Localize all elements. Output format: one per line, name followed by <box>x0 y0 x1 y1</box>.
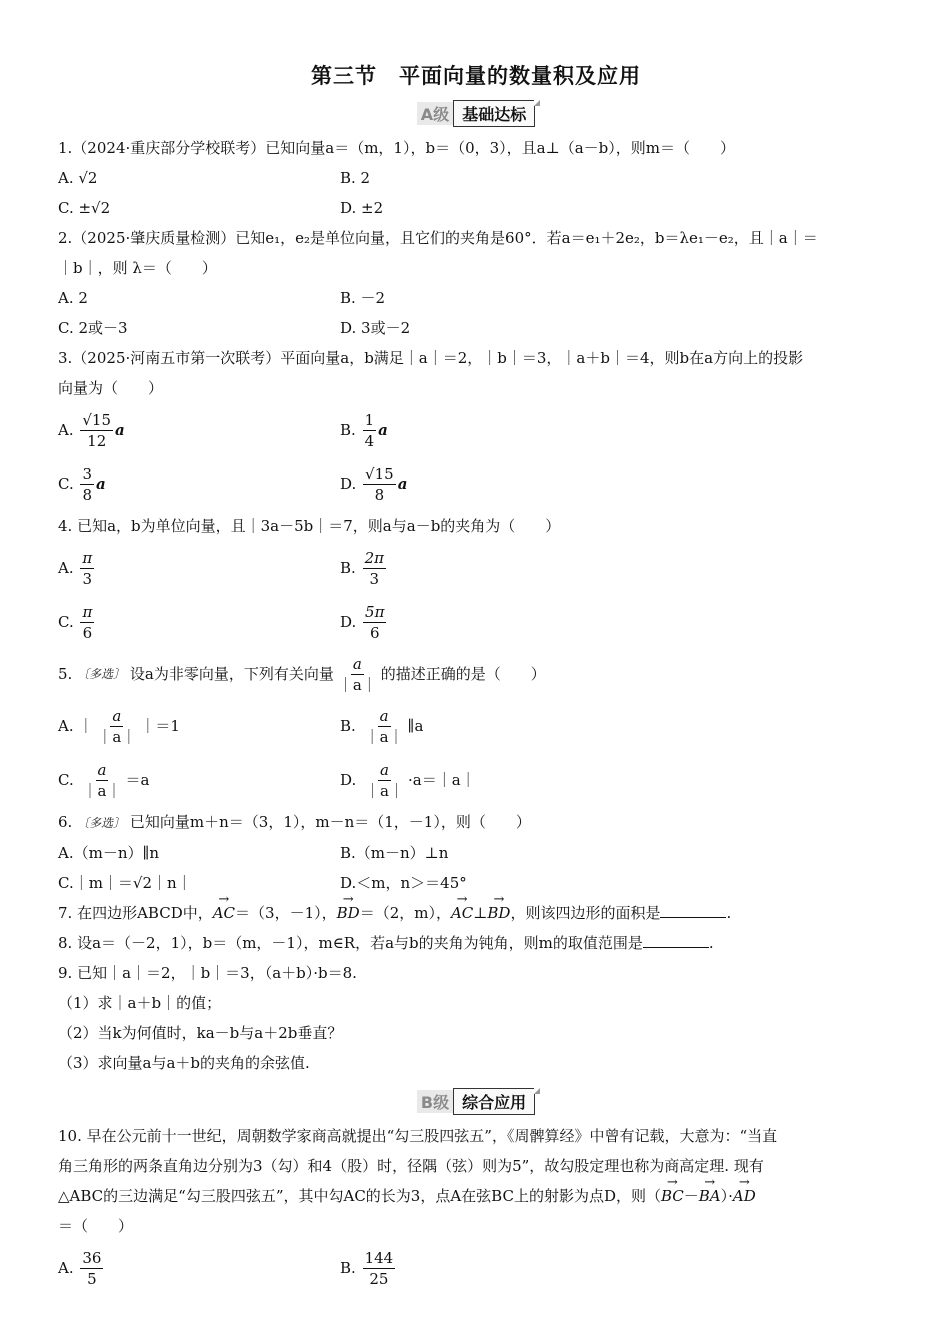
option-a[interactable]: A.（m－n）∥n <box>58 844 160 862</box>
question-9-part-3: （3）求向量a与a＋b的夹角的余弦值. <box>58 1054 310 1072</box>
question-6: 6. 〔多选〕 已知向量m＋n＝（3，1），m－n＝（1，－1），则（ ） <box>58 813 531 831</box>
option-b[interactable]: B. $\frac{144}{25}$ <box>340 1248 394 1288</box>
question-3-line2: 向量为（ ） <box>58 379 164 397</box>
option-c[interactable]: C. $\frac{a}{|a|}$ ＝a <box>58 760 150 800</box>
fraction: $\frac{\pi}{3}$ <box>82 548 93 588</box>
option-c[interactable]: C. $\frac{3}{8}$ a <box>58 464 106 504</box>
level-a-tag: A级 <box>417 102 453 125</box>
option-d[interactable]: D. $\frac{5\pi}{6}$ <box>340 602 385 642</box>
question-10-line2: 角三角形的两条直角边分别为3（勾）和4（股）时，径隅（弦）则为5”，故勾股定理也称为商高定理. 现有 <box>58 1157 764 1175</box>
question-2-options <box>58 283 894 343</box>
fraction: $\frac{√15}{12}$ <box>82 410 112 450</box>
fraction: $\frac{\pi}{6}$ <box>82 602 93 642</box>
question-6-options <box>58 838 894 898</box>
vector-bc: → BC <box>661 1181 684 1211</box>
option-d[interactable]: D. $\frac{a}{|a|}$ ·a＝｜a｜ <box>340 760 476 800</box>
question-4: 4. 已知a，b为单位向量，且｜3a－5b｜＝7，则a与a－b的夹角为（ ） <box>58 517 561 535</box>
level-a-header <box>58 100 894 127</box>
question-8: 8. 设a＝（－2，1），b＝（m，－1），m∈R，若a与b的夹角为钝角，则m的取值范围是 . <box>58 934 714 952</box>
question-9: 9. 已知｜a｜＝2，｜b｜＝3，（a＋b）·b＝8. <box>58 964 357 982</box>
fraction: $\frac{a}{|a|}$ <box>364 706 404 746</box>
fraction: $\frac{a}{|a|}$ <box>337 654 377 694</box>
fraction: $\frac{a}{|a|}$ <box>365 760 404 800</box>
option-a[interactable]: A. √2 <box>58 169 98 187</box>
question-9-part-1: （1）求｜a＋b｜的值； <box>58 994 222 1012</box>
option-a[interactable]: A. ｜ $\frac{a}{|a|}$ ｜＝1 <box>58 706 180 746</box>
option-d[interactable]: D. $\frac{√15}{8}$ a <box>340 464 408 504</box>
question-10-options <box>58 1241 894 1295</box>
question-5: 5. 〔多选〕 设a为非零向量，下列有关向量 $\frac{a}{|a|}$ 的描述正确的是（ ） <box>58 654 546 694</box>
question-10-line1: 10. 早在公元前十一世纪，周朝数学家商高就提出“勾三股四弦五”，《周髀算经》中曾有记载，大意为：“当直 <box>58 1127 778 1145</box>
multi-select-tag: 〔多选〕 <box>77 816 126 830</box>
option-a[interactable]: A. 2 <box>58 289 88 307</box>
option-a[interactable]: A. $\frac{\pi}{3}$ <box>58 548 93 588</box>
option-a[interactable]: A. $\frac{36}{5}$ <box>58 1248 102 1288</box>
option-b[interactable]: B. －2 <box>340 289 386 307</box>
option-d[interactable]: D. ±2 <box>340 199 384 217</box>
page-title: 第三节 平面向量的数量积及应用 <box>311 64 641 88</box>
question-10-line4: ＝（ ） <box>58 1217 134 1235</box>
question-10-line3: △ABC的三边满足“勾三股四弦五”，其中勾AC的长为3，点A在弦BC上的射影为点D，则（→ BC－→ BA）·→ AD <box>58 1181 894 1211</box>
question-4-options <box>58 541 894 649</box>
fraction: $\frac{2\pi}{3}$ <box>364 548 384 588</box>
vector-bd: → BD <box>337 898 360 928</box>
level-b-name: 综合应用 <box>453 1088 535 1115</box>
question-2-line2: ｜b｜，则 λ＝（ ） <box>58 259 217 277</box>
vector-ad: → AD <box>733 1181 756 1211</box>
fraction: $\frac{√15}{8}$ <box>365 464 394 504</box>
level-b-badge <box>417 1088 535 1115</box>
option-d[interactable]: D.＜m，n＞＝45° <box>340 874 467 892</box>
option-c[interactable]: C. 2或－3 <box>58 319 128 337</box>
question-1: 1.（2024·重庆部分学校联考）已知向量a＝（m，1），b＝（0，3），且a⊥（a－b），则m＝（ ） <box>58 139 735 157</box>
option-b[interactable]: B. $\frac{1}{4}$ a <box>340 410 388 450</box>
option-c[interactable]: C.｜m｜＝√2｜n｜ <box>58 874 192 892</box>
option-d[interactable]: D. 3或－2 <box>340 319 411 337</box>
option-b[interactable]: B. 2 <box>340 169 371 187</box>
fraction: $\frac{1}{4}$ <box>364 410 375 450</box>
level-a-badge <box>417 100 535 127</box>
question-3-line1: 3.（2025·河南五市第一次联考）平面向量a，b满足｜a｜＝2，｜b｜＝3，｜a＋b｜＝4，则b在a方向上的投影 <box>58 349 804 367</box>
question-2-line1: 2.（2025·肇庆质量检测）已知e₁，e₂是单位向量，且它们的夹角是60°．若a＝e₁＋2e₂，b＝λe₁－e₂，且｜a｜＝ <box>58 229 818 247</box>
option-a[interactable]: A. $\frac{√15}{12}$ a <box>58 410 125 450</box>
worksheet-page <box>58 60 894 1295</box>
vector-ac: → AC <box>451 898 473 928</box>
fraction: $\frac{36}{5}$ <box>82 1248 102 1288</box>
vector-ac: → AC <box>213 898 235 928</box>
answer-blank[interactable] <box>660 903 726 918</box>
question-1-options <box>58 163 894 223</box>
fraction: $\frac{3}{8}$ <box>82 464 93 504</box>
option-b[interactable]: B.（m－n）⊥n <box>340 844 449 862</box>
option-c[interactable]: C. ±√2 <box>58 199 111 217</box>
level-b-header <box>58 1088 894 1115</box>
fraction: $\frac{a}{|a|}$ <box>97 706 137 746</box>
multi-select-tag: 〔多选〕 <box>77 667 126 681</box>
level-a-name: 基础达标 <box>453 100 535 127</box>
answer-blank[interactable] <box>643 933 709 948</box>
question-5-options <box>58 699 894 807</box>
option-b[interactable]: B. $\frac{a}{|a|}$ ∥a <box>340 706 424 746</box>
fraction: $\frac{a}{|a|}$ <box>82 760 122 800</box>
question-3-options <box>58 403 894 511</box>
option-b[interactable]: B. $\frac{2\pi}{3}$ <box>340 548 384 588</box>
question-9-part-2: （2）当k为何值时，ka－b与a＋2b垂直？ <box>58 1024 343 1042</box>
vector-ba: → BA <box>699 1181 721 1211</box>
option-c[interactable]: C. $\frac{\pi}{6}$ <box>58 602 93 642</box>
question-7: 7. 在四边形ABCD中，→ AC＝（3，－1），→ BD＝（2，m），→ AC⊥→ BD，则该四边形的面积是 . <box>58 898 894 928</box>
level-b-tag: B级 <box>417 1090 453 1113</box>
vector-bd: → BD <box>487 898 510 928</box>
fraction: $\frac{144}{25}$ <box>364 1248 394 1288</box>
fraction: $\frac{5\pi}{6}$ <box>365 602 385 642</box>
